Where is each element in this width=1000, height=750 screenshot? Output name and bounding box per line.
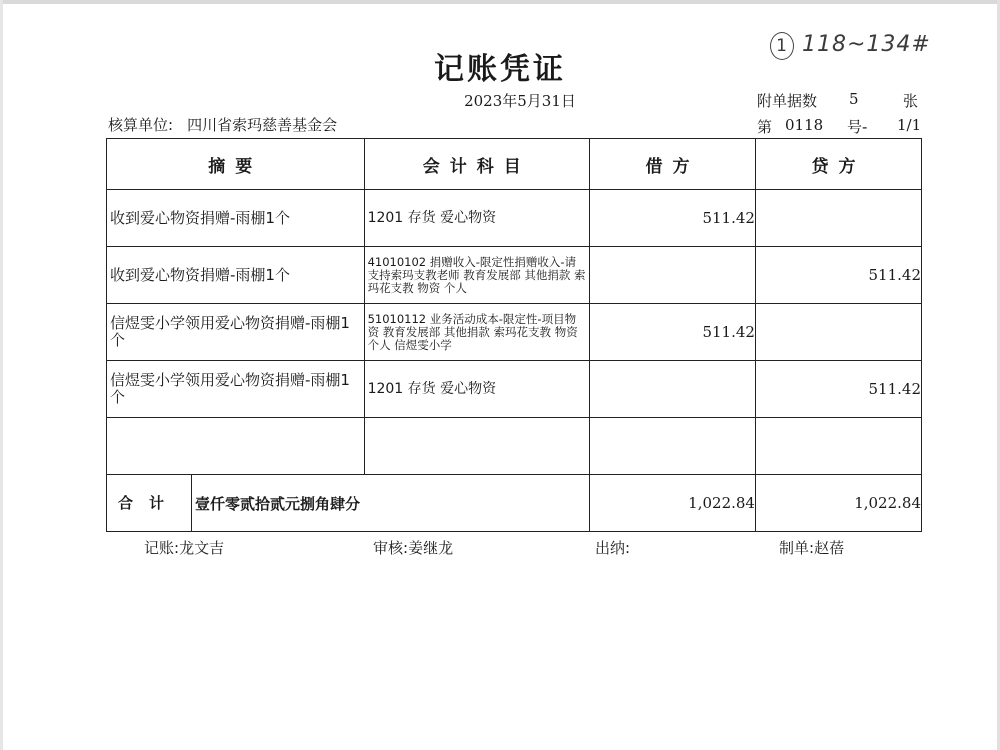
bookkeeper-name: 龙文吉 — [179, 539, 225, 557]
voucher-date: 2023年5月31日 — [464, 92, 576, 110]
voucher-number-value: 0118 — [785, 116, 824, 134]
preparer-name: 赵蓓 — [814, 539, 845, 557]
voucher-page: 1/1 — [897, 116, 922, 134]
row-debit: 511.42 — [589, 304, 755, 361]
accounting-unit-value: 四川省索玛慈善基金会 — [187, 116, 338, 134]
header-debit: 借方 — [589, 139, 755, 190]
voucher-number-suffix: 号- — [847, 118, 868, 136]
cashier — [595, 537, 630, 558]
row-debit — [589, 247, 755, 304]
row-credit: 511.42 — [755, 247, 921, 304]
row-summary: 收到爱心物资捐赠-雨棚1个 — [110, 208, 290, 227]
table-row — [107, 361, 922, 418]
row-credit: 511.42 — [755, 361, 921, 418]
table-header-row — [107, 139, 922, 190]
table-row — [107, 247, 922, 304]
attachment-count-unit: 张 — [903, 92, 919, 110]
auditor-label: 审核: — [373, 539, 409, 557]
row-debit — [589, 418, 755, 475]
row-summary: 信煜雯小学领用爱心物资捐赠-雨棚1个 — [110, 314, 350, 349]
total-row — [107, 475, 922, 532]
row-debit: 511.42 — [589, 190, 755, 247]
total-amount-words: 壹仟零贰拾贰元捌角肆分 — [195, 494, 361, 513]
row-account: 1201 存货 爱心物资 — [367, 209, 497, 226]
accounting-unit-label: 核算单位: — [108, 116, 174, 134]
total-label: 合计 — [107, 475, 192, 531]
voucher-title: 记账凭证 — [434, 52, 566, 87]
cashier-label: 出纳: — [595, 539, 631, 557]
auditor-name: 姜继龙 — [408, 539, 454, 557]
row-account: 51010112 业务活动成本-限定性-项目物资 教育发展部 其他捐款 索玛花支教 物资 个人 信煜雯小学 — [367, 311, 578, 352]
total-debit: 1,022.84 — [589, 475, 755, 532]
page-edge-top — [0, 0, 1000, 4]
page-edge-left — [0, 0, 3, 750]
voucher-table — [106, 138, 922, 532]
table-row — [107, 190, 922, 247]
row-credit — [755, 190, 921, 247]
row-debit — [589, 361, 755, 418]
handwritten-range: 118~134# — [802, 32, 931, 57]
header-account: 会计科目 — [364, 139, 589, 190]
attachment-count-value: 5 — [849, 90, 859, 108]
row-summary: 收到爱心物资捐赠-雨棚1个 — [110, 265, 290, 284]
bookkeeper — [144, 537, 224, 558]
handwritten-circle-mark: 1 — [770, 32, 794, 60]
table-row — [107, 304, 922, 361]
preparer — [779, 537, 844, 558]
row-summary: 信煜雯小学领用爱心物资捐赠-雨棚1个 — [110, 371, 350, 406]
table-row-empty — [107, 418, 922, 475]
header-summary: 摘要 — [107, 139, 365, 190]
voucher-number-prefix: 第 — [757, 118, 773, 136]
preparer-label: 制单: — [779, 539, 815, 557]
handwritten-note — [770, 32, 931, 60]
auditor — [373, 537, 453, 558]
accounting-unit — [108, 114, 337, 135]
row-account: 1201 存货 爱心物资 — [367, 380, 497, 397]
row-account: 41010102 捐赠收入-限定性捐赠收入-请支持索玛支教老师 教育发展部 其他捐款 索玛花支教 物资 个人 — [367, 254, 586, 295]
header-credit: 贷方 — [755, 139, 921, 190]
row-credit — [755, 418, 921, 475]
bookkeeper-label: 记账: — [144, 539, 180, 557]
row-credit — [755, 304, 921, 361]
total-credit: 1,022.84 — [755, 475, 921, 532]
attachment-count-label: 附单据数 — [757, 92, 818, 110]
